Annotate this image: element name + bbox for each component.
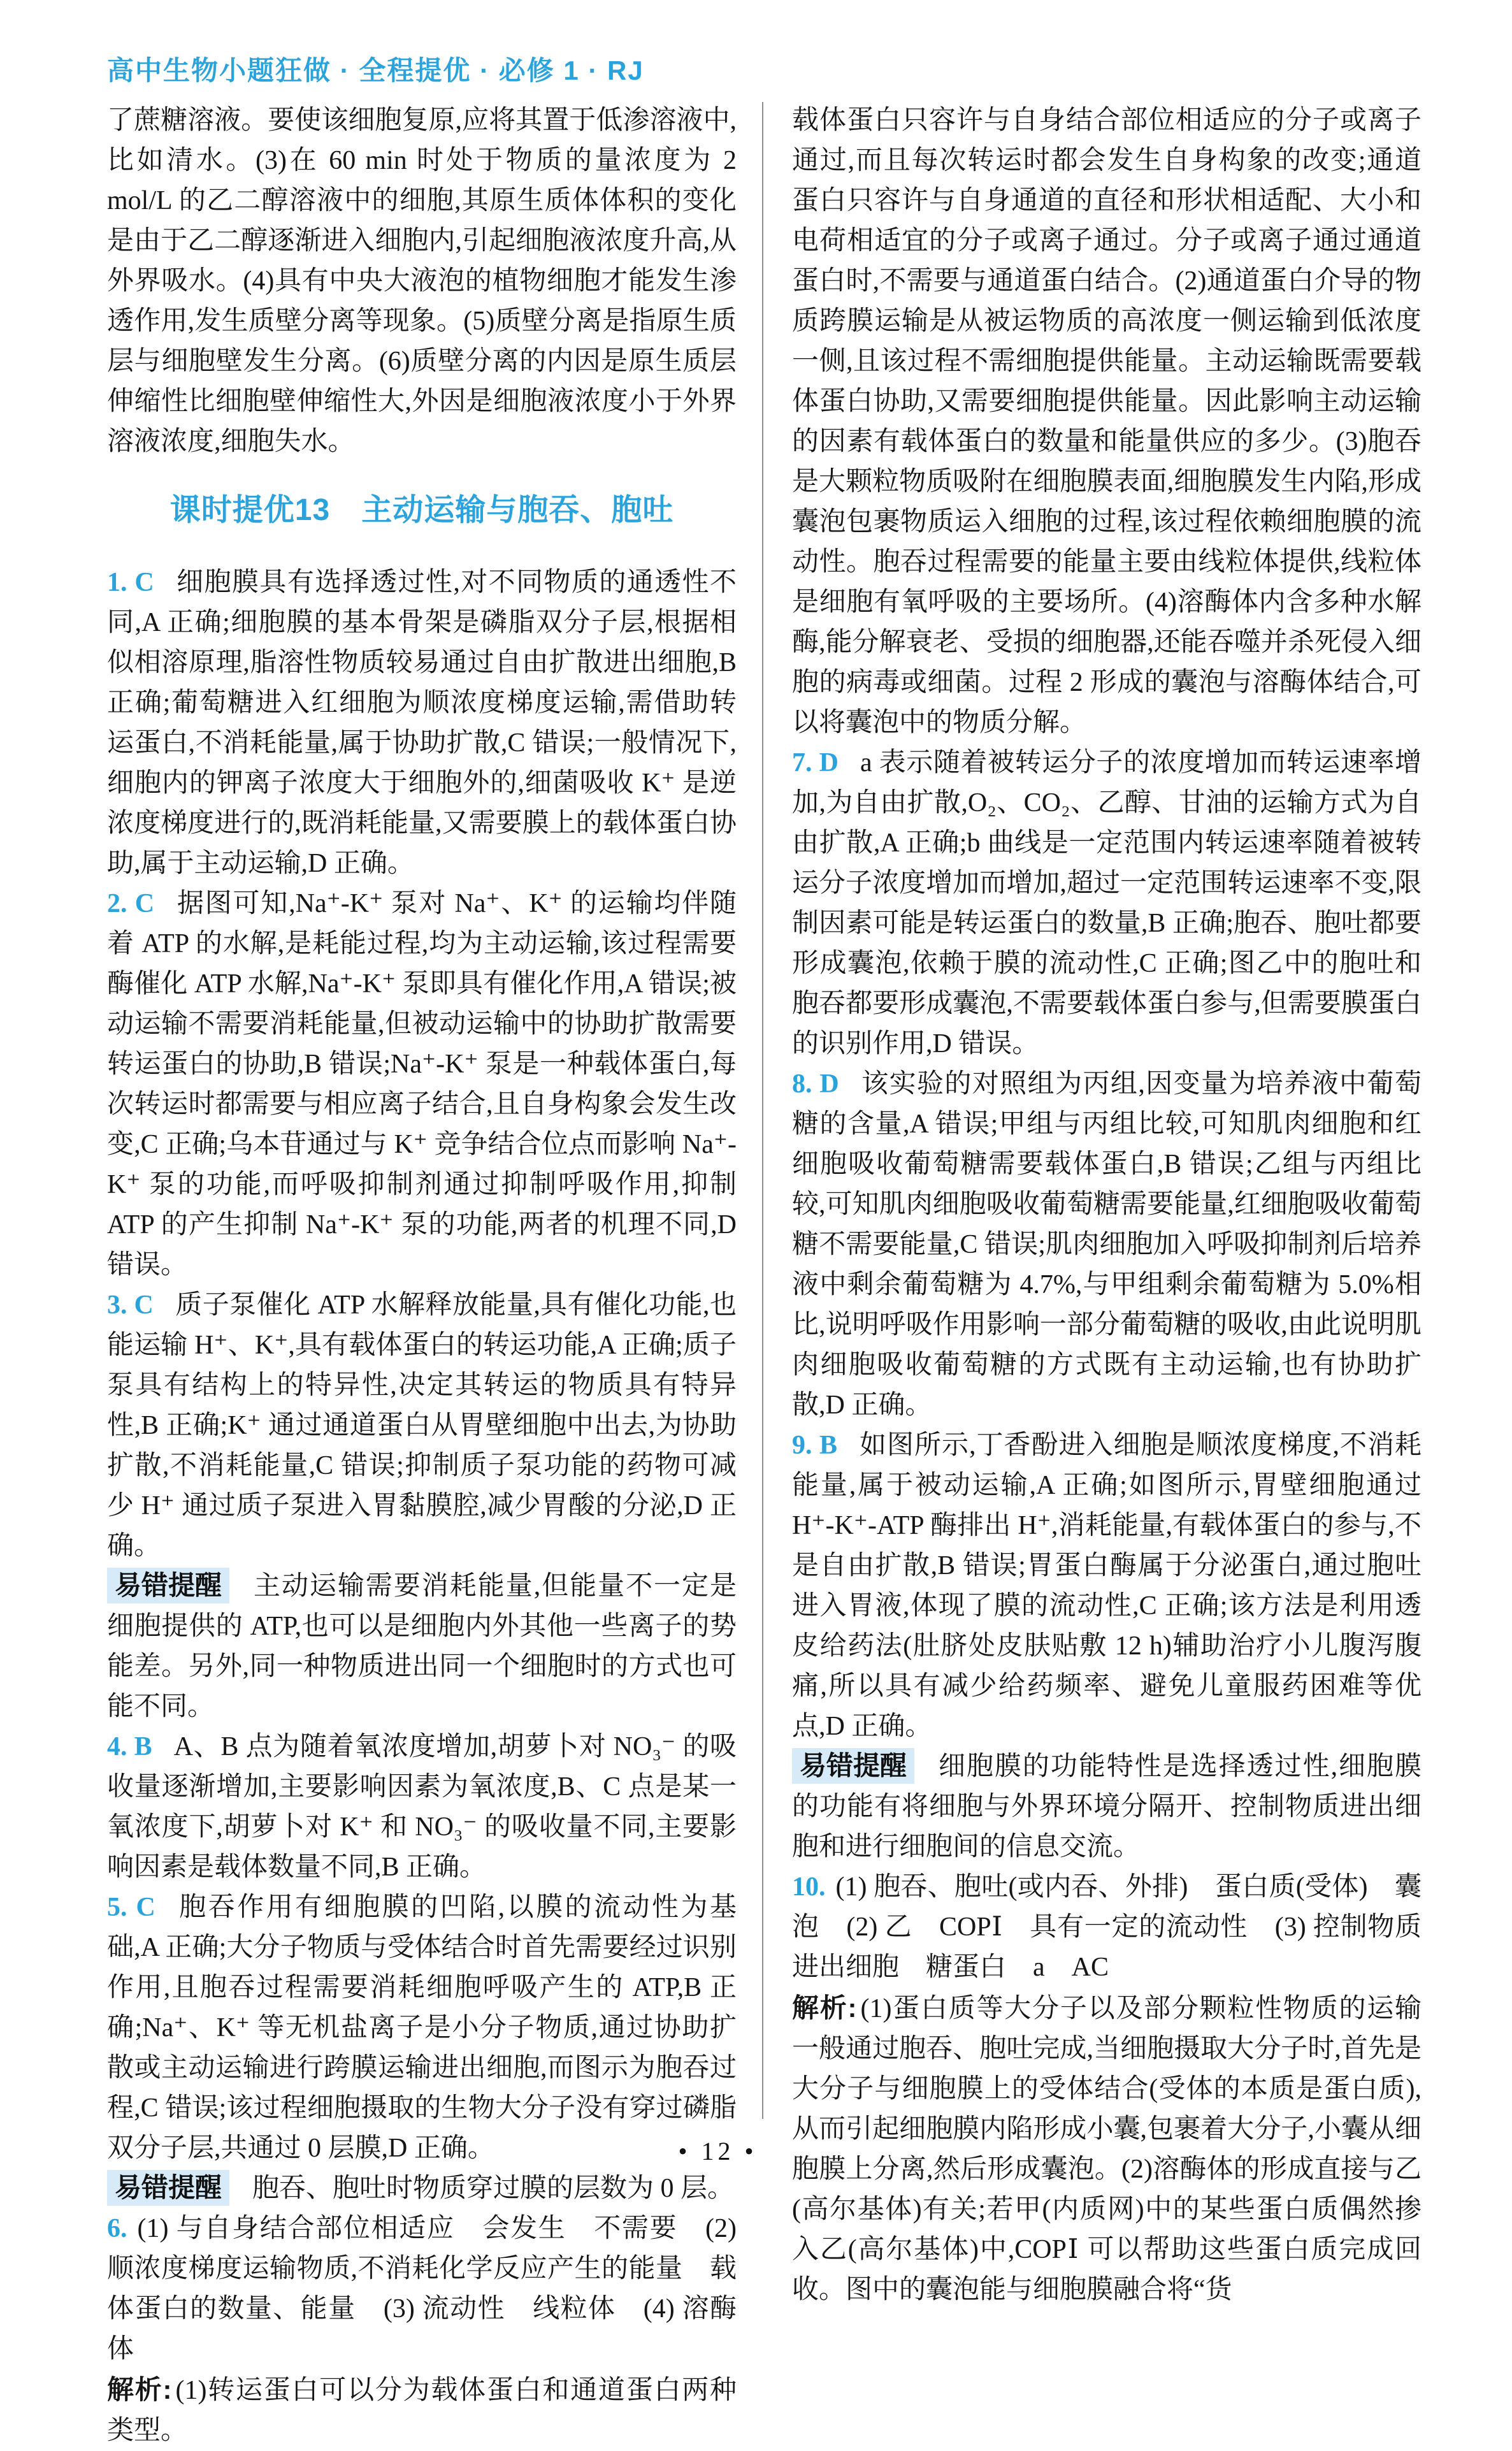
page-number: • 12 • [678,2137,758,2165]
answer-6-label: 6. [107,2214,127,2243]
answer-4-text: A、B 点为随着氧浓度增加,胡萝卜对 NO₃⁻ 的吸收量逐渐增加,主要影响因素为氧浓度,B、C 点是某一氧浓度下,胡萝卜对 K⁺ 和 NO₃⁻ 的吸收量不同,主要影响因素是载体数量不同,B 正确。 [107,1732,737,1882]
analysis-10-text: (1)蛋白质等大分子以及部分颗粒性物质的运输一般通过胞吞、胞吐完成,当细胞摄取大分子时,首先是大分子与细胞膜上的受体结合(受体的本质是蛋白质),从而引起细胞膜内陷形成小囊,包裹着大分子,小囊从细胞膜上分离,然后形成囊泡。(2)溶酶体的形成直接与乙(高尔基体)有关;若甲(内质网)中的某些蛋白质偶然掺入乙(高尔基体)中,COPⅠ 可以帮助这些蛋白质完成回收。图中的囊泡能与细胞膜融合将“货 [792,1994,1422,2304]
right-column [792,101,1422,2310]
book-title-header: 高中生物小题狂做 · 全程提优 · 必修 1 · RJ [107,55,644,85]
error-reminder-3 [792,1747,1422,1867]
left-column [107,101,737,2451]
analysis-6-text: (1)转运蛋白可以分为载体蛋白和通道蛋白两种类型。 [107,2376,737,2445]
answer-6-text: (1) 与自身结合部位相适应 会发生 不需要 (2) 顺浓度梯度运输物质,不消耗化学反应产生的能量 载体蛋白的数量、能量 (3) 流动性 线粒体 (4) 溶酶体 [107,2214,737,2364]
answer-10-text: (1) 胞吞、胞吐(或内吞、外排) 蛋白质(受体) 囊泡 (2) 乙 COPⅠ 具有一定的流动性 (3) 控制物质进出细胞 糖蛋白 a AC [792,1872,1422,1982]
answer-3-label: 3. C [107,1291,154,1320]
analysis-6 [107,2369,737,2451]
answer-9-text: 如图所示,丁香酚进入细胞是顺浓度梯度,不消耗能量,属于被动运输,A 正确;如图所示,胃壁细胞通过 H⁺-K⁺-ATP 酶排出 H⁺,消耗能量,有载体蛋白的参与,不是自由扩散,B 错误;胃蛋白酶属于分泌蛋白,通过胞吐进入胃液,体现了膜的流动性,C 正确;该方法是利用透皮给药法(肚脐处皮肤贴敷 12 h)辅助治疗小儿腹泻腹痛,所以具有减少给药频率、避免儿童服药困难等优点,D 正确。 [792,1431,1422,1741]
error-reminder-badge: 易错提醒 [107,1568,229,1603]
answer-2-label: 2. C [107,889,155,918]
analysis-label: 解析: [792,1993,857,2023]
lesson-section-title: 课时提优13 主动运输与胞吞、胞吐 [169,493,674,527]
answer-4-label: 4. B [107,1732,152,1761]
answer-7-text: a 表示随着被转运分子的浓度增加而转运速率增加,为自由扩散,O₂、CO₂、乙醇、甘油的运输方式为自由扩散,A 正确;b 曲线是一定范围内转运速率随着被转运分子浓度增加而增加,超过一定范围转运速率不变,限制因素可能是转运蛋白的数量,B 正确;胞吞、胞吐都要形成囊泡,依赖于膜的流动性,C 正确;图乙中的胞吐和胞吞都要形成囊泡,不需要载体蛋白参与,但需要膜蛋白的识别作用,D 错误。 [792,748,1422,1059]
error-reminder-badge: 易错提醒 [107,2170,229,2206]
answer-1 [107,563,737,884]
column-divider [762,102,763,2119]
error-reminder-1 [107,1566,737,1727]
answer-5-label: 5. C [107,1893,155,1922]
answer-9 [792,1426,1422,1747]
answer-7-label: 7. D [792,748,839,777]
analysis-6-continuation: 载体蛋白只容许与自身结合部位相适应的分子或离子通过,而且每次转运时都会发生自身构象的改变;通道蛋白只容许与自身通道的直径和形状相适配、大小和电荷相适宜的分子或离子通过。分子或离子通过通道蛋白时,不需要与通道蛋白结合。(2)通道蛋白介导的物质跨膜运输是从被运物质的高浓度一侧运输到低浓度一侧,且该过程不需细胞提供能量。主动运输既需要载体蛋白协助,又需要细胞提供能量。因此影响主动运输的因素有载体蛋白的数量和能量供应的多少。(3)胞吞是大颗粒物质吸附在细胞膜表面,细胞膜发生内陷,形成囊泡包裹物质运入细胞的过程,该过程依赖细胞膜的流动性。胞吞过程需要的能量主要由线粒体提供,线粒体是细胞有氧呼吸的主要场所。(4)溶酶体内含多种水解酶,能分解衰老、受损的细胞器,还能吞噬并杀死侵入细胞的病毒或细菌。过程 2 形成的囊泡与溶酶体结合,可以将囊泡中的物质分解。 [792,106,1422,737]
answer-2 [107,884,737,1285]
answer-4 [107,1727,737,1888]
answer-5-text: 胞吞作用有细胞膜的凹陷,以膜的流动性为基础,A 正确;大分子物质与受体结合时首先需要经过识别作用,且胞吞过程需要消耗细胞呼吸产生的 ATP,B 正确;Na⁺、K⁺ 等无机盐离子是小分子物质,通过协助扩散或主动运输进行跨膜运输进出细胞,而图示为胞吞过程,C 错误;该过程细胞摄取的生物大分子没有穿过磷脂双分子层,共通过 0 层膜,D 正确。 [107,1893,737,2163]
error-reminder-3-text: 细胞膜的功能特性是选择透过性,细胞膜的功能有将细胞与外界环境分隔开、控制物质进出细胞和进行细胞间的信息交流。 [792,1752,1422,1862]
answer-9-label: 9. B [792,1431,838,1460]
answer-3-text: 质子泵催化 ATP 水解释放能量,具有催化功能,也能运输 H⁺、K⁺,具有载体蛋白的转运功能,A 正确;质子泵具有结构上的特异性,决定其转运的物质具有特异性,B 正确;K⁺ 通过通道蛋白从胃壁细胞中出去,为协助扩散,不消耗能量,C 错误;抑制质子泵功能的药物可减少 H⁺ 通过质子泵进入胃黏膜腔,减少胃酸的分泌,D 正确。 [107,1291,737,1561]
error-reminder-badge: 易错提醒 [792,1748,914,1784]
answer-1-text: 细胞膜具有选择透过性,对不同物质的通透性不同,A 正确;细胞膜的基本骨架是磷脂双分子层,根据相似相溶原理,脂溶性物质较易通过自由扩散进出细胞,B 正确;葡萄糖进入红细胞为顺浓度梯度运输,需借助转运蛋白,不消耗能量,属于协助扩散,C 错误;一般情况下,细胞内的钾离子浓度大于细胞外的,细菌吸收 K⁺ 是逆浓度梯度进行的,既消耗能量,又需要膜上的载体蛋白协助,属于主动运输,D 正确。 [107,568,737,878]
answer-1-label: 1. C [107,568,154,597]
carryover-paragraph: 了蔗糖溶液。要使该细胞复原,应将其置于低渗溶液中,比如清水。(3)在 60 min 时处于物质的量浓度为 2 mol/L 的乙二醇溶液中的细胞,其原生质体体积的变化是由于乙二醇逐渐进入细胞内,引起细胞液浓度升高,从外界吸水。(4)具有中央大液泡的植物细胞才能发生渗透作用,发生质壁分离等现象。(5)质壁分离是指原生质层与细胞壁发生分离。(6)质壁分离的内因是原生质层伸缩性比细胞壁伸缩性大,外因是细胞液浓度小于外界溶液浓度,细胞失水。 [107,106,737,456]
answer-10 [792,1867,1422,1988]
answer-3 [107,1285,737,1566]
answer-8-text: 该实验的对照组为丙组,因变量为培养液中葡萄糖的含量,A 错误;甲组与丙组比较,可知肌肉细胞和红细胞吸收葡萄糖需要载体蛋白,B 错误;乙组与丙组比较,可知肌肉细胞吸收葡萄糖需要能量,红细胞吸收葡萄糖不需要能量,C 错误;肌肉细胞加入呼吸抑制剂后培养液中剩余葡萄糖为 4.7%,与甲组剩余葡萄糖为 5.0%相比,说明呼吸作用影响一部分葡萄糖的吸收,由此说明肌肉细胞吸收葡萄糖的方式既有主动运输,也有协助扩散,D 正确。 [792,1069,1422,1420]
analysis-label: 解析: [107,2375,172,2404]
answer-6 [107,2209,737,2369]
answer-8 [792,1064,1422,1426]
error-reminder-2-text: 胞吞、胞吐时物质穿过膜的层数为 0 层。 [252,2174,735,2203]
answer-5 [107,1888,737,2169]
answer-7 [792,743,1422,1064]
answer-8-label: 8. D [792,1069,839,1099]
answer-2-text: 据图可知,Na⁺-K⁺ 泵对 Na⁺、K⁺ 的运输均伴随着 ATP 的水解,是耗能过程,均为主动运输,该过程需要酶催化 ATP 水解,Na⁺-K⁺ 泵即具有催化作用,A 错误;被动运输不需要消耗能量,但被动运输中的协助扩散需要转运蛋白的协助,B 错误;Na⁺-K⁺ 泵是一种载体蛋白,每次转运时都需要与相应离子结合,且自身构象会发生改变,C 正确;乌本苷通过与 K⁺ 竞争结合位点而影响 Na⁺-K⁺ 泵的功能,而呼吸抑制剂通过抑制呼吸作用,抑制 ATP 的产生抑制 Na⁺-K⁺ 泵的功能,两者的机理不同,D 错误。 [107,889,737,1280]
error-reminder-2 [107,2169,737,2209]
error-reminder-1-text: 主动运输需要消耗能量,但能量不一定是细胞提供的 ATP,也可以是细胞内外其他一些离子的势能差。另外,同一种物质进出同一个细胞时的方式也可能不同。 [107,1572,737,1721]
answer-10-label: 10. [792,1872,826,1902]
